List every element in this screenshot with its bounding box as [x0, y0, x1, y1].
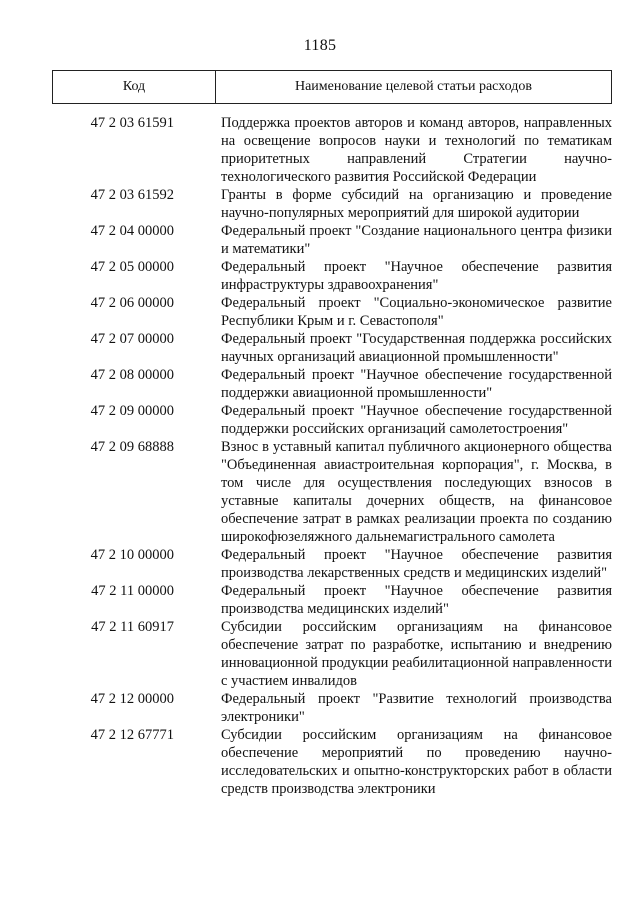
row-name: Федеральный проект "Научное обеспечение государственной поддержки авиационной промышленности"	[221, 367, 612, 401]
table-row	[52, 114, 612, 186]
row-code: 47 2 06 00000	[90, 295, 174, 311]
row-code: 47 2 05 00000	[90, 259, 174, 275]
table-row	[52, 366, 612, 402]
table-row	[52, 726, 612, 798]
row-name: Федеральный проект "Государственная поддержка российских научных организаций авиационной промышленности"	[221, 331, 612, 365]
row-code: 47 2 09 68888	[90, 439, 174, 455]
table-row	[52, 438, 612, 546]
row-code: 47 2 10 00000	[90, 547, 174, 563]
row-code: 47 2 07 00000	[90, 331, 174, 347]
table-row	[52, 330, 612, 366]
row-name: Федеральный проект "Развитие технологий производства электроники"	[221, 691, 612, 725]
row-name: Гранты в форме субсидий на организацию и проведение научно-популярных мероприятий для широкой аудитории	[221, 187, 612, 221]
row-name: Взнос в уставный капитал публичного акционерного общества "Объединенная авиастроительная корпорация", г. Москва, в том числе для осуществления последующих взносов в уставные капиталы дочерних обществ, на финансовое обеспечение затрат в рамках реализации проекта по созданию широкофюзеляжного дальнемагистрального самолета	[221, 439, 612, 545]
row-code: 47 2 12 67771	[90, 727, 174, 743]
table-row	[52, 402, 612, 438]
row-name: Субсидии российским организациям на финансовое обеспечение затрат по разработке, испытанию и внедрению инновационной продукции реабилитационной направленности с участием инвалидов	[221, 619, 612, 689]
row-name: Федеральный проект "Социально-экономическое развитие Республики Крым и г. Севастополя"	[221, 295, 612, 329]
table-row	[52, 222, 612, 258]
table-header	[52, 70, 612, 104]
column-header-code: Код	[53, 71, 216, 103]
row-code: 47 2 03 61591	[90, 115, 174, 131]
table-row	[52, 294, 612, 330]
table-row	[52, 690, 612, 726]
column-header-name: Наименование целевой статьи расходов	[294, 79, 533, 94]
row-name: Поддержка проектов авторов и команд авторов, направленных на освещение вопросов науки и технологий по тематикам приоритетных направлений Стратегии научно-технологического развития Российской Федерации	[221, 115, 612, 185]
row-code: 47 2 03 61592	[90, 187, 174, 203]
table-row	[52, 258, 612, 294]
table-row	[52, 546, 612, 582]
page-number: 1185	[303, 37, 337, 54]
row-name: Федеральный проект "Научное обеспечение государственной поддержки российских организаций самолетостроения"	[221, 403, 612, 437]
table-body	[52, 114, 612, 798]
row-name: Федеральный проект "Научное обеспечение развития инфраструктуры здравоохранения"	[221, 259, 612, 293]
row-code: 47 2 11 00000	[91, 583, 174, 599]
row-name: Федеральный проект "Создание национального центра физики и математики"	[221, 223, 612, 257]
row-name: Федеральный проект "Научное обеспечение развития производства лекарственных средств и медицинских изделий"	[221, 547, 612, 581]
table-row	[52, 186, 612, 222]
row-name: Субсидии российским организациям на финансовое обеспечение мероприятий по проведению научно-исследовательских и опытно-конструкторских работ в области средств производства электроники	[221, 727, 612, 797]
row-code: 47 2 12 00000	[90, 691, 174, 707]
row-code: 47 2 11 60917	[91, 619, 174, 635]
row-name: Федеральный проект "Научное обеспечение развития производства медицинских изделий"	[221, 583, 612, 617]
table-row	[52, 582, 612, 618]
table-row	[52, 618, 612, 690]
row-code: 47 2 04 00000	[90, 223, 174, 239]
row-code: 47 2 08 00000	[90, 367, 174, 383]
row-code: 47 2 09 00000	[90, 403, 174, 419]
